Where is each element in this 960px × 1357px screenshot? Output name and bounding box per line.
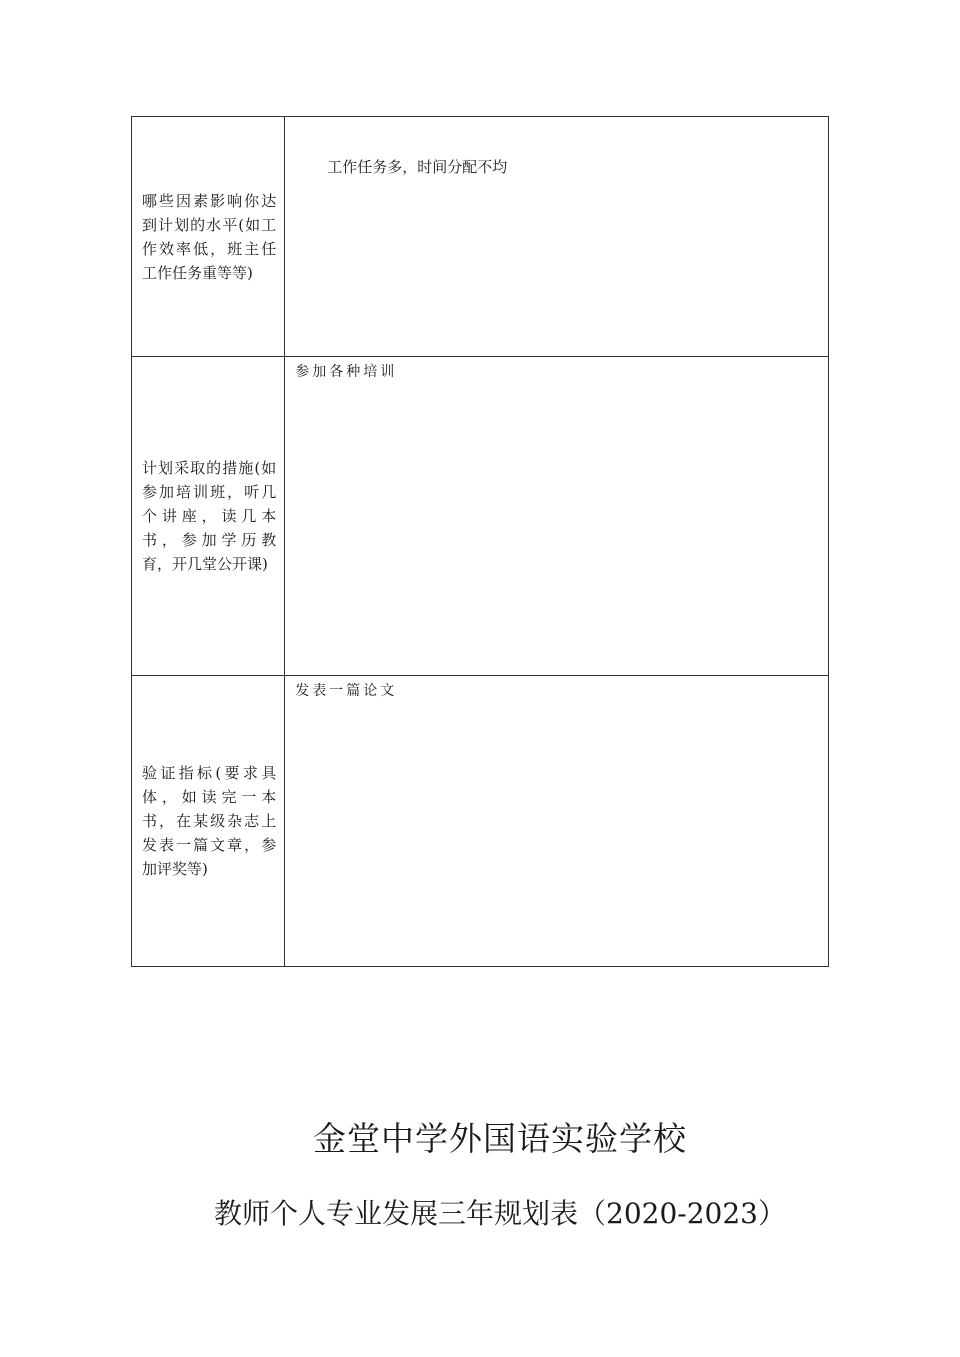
row-label-cell (132, 117, 285, 357)
row-label-cell (132, 676, 285, 967)
row-content-cell[interactable] (285, 357, 829, 676)
table-row-influencing-factors (132, 117, 829, 357)
row-label: 验证指标(要求具体，如读完一本书，在某级杂志上发表一篇文章，参加评奖等) (142, 764, 277, 878)
row-content-cell[interactable] (285, 117, 829, 357)
row-content: 发表一篇论文 (295, 683, 398, 699)
plan-table (131, 116, 829, 967)
row-content-cell[interactable] (285, 676, 829, 967)
form-title: 教师个人专业发展三年规划表（2020-2023） (214, 1197, 786, 1230)
row-content: 工作任务多，时间分配不均 (327, 158, 508, 176)
row-label: 计划采取的措施(如参加培训班，听几个讲座，读几本书，参加学历教育，开几堂公开课) (142, 459, 277, 573)
row-label: 哪些因素影响你达到计划的水平(如工作效率低，班主任工作任务重等等) (142, 191, 277, 282)
row-label-cell (132, 357, 285, 676)
table-row-planned-measures (132, 357, 829, 676)
table-row-verification-indicators (132, 676, 829, 967)
school-name: 金堂中学外国语实验学校 (313, 1119, 687, 1158)
row-content: 参加各种培训 (295, 364, 398, 380)
